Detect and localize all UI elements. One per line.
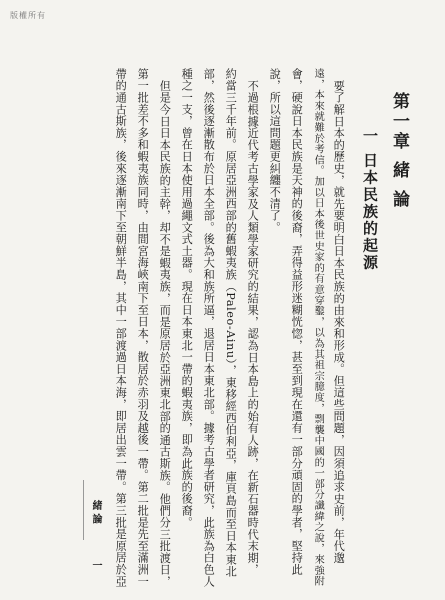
body-line: 遠，本來就難於考信。加以日本後世史家的有意穿鑿，以為其祖宗臆度，剽襲中國的一部分讖緯之說，來強附 <box>312 68 324 587</box>
body-line: 說，所以這問題更糾纏不清了。 <box>268 68 282 234</box>
footer-title: 緒 論 <box>90 500 101 524</box>
body-line: 部，然後逐漸散布於日本全部。後為大和族所逼，退居日本東北部。據考古學者研究，此族為白色人 <box>202 68 216 588</box>
body-line: 約當三千年前。原居亞洲西部的舊蝦夷族（Paleo-Ainu），東移經西伯利亞，庫頁島而至日本東北 <box>224 68 238 578</box>
body-line: 帶的通古斯族，後來逐漸南下至朝鮮半島，其中一部渡過日本海，即居出雲一帶。第三批是原居於亞 <box>114 68 128 588</box>
body-line: 會，硬說日本民族是天神的後裔，弄得益形迷糊恍惚，甚至到現在還有一部分頑固的學者，堅持此 <box>290 68 304 576</box>
body-line: 第一批差不多和蝦夷族同時，由間宮海峽南下至日本，散居於赤羽及越後一帶。第二批是先至滿洲一 <box>136 68 150 588</box>
body-line: 種之一支，曾在日本使用過繩文式土器。現在日本東北一帶的蝦夷族，即為此族的後裔。 <box>180 68 194 529</box>
body-line: 不過根據近代考古學家及人類學家研究的結果，認為日本島上的始有人跡，在新石器時代末期， <box>246 80 260 576</box>
page-number: 一 <box>90 560 101 570</box>
section-title: 一 日本民族的起源 <box>361 128 379 272</box>
chapter-title: 第一章 緒 論 <box>389 92 409 210</box>
body-line: 要了解日本的歷史，就先要明白日本民族的由來和形成。但這些問題，因須追求史前，年代邈 <box>332 80 346 564</box>
footer-rule <box>83 480 84 540</box>
copyright-stamp: 版權所有 <box>10 11 46 20</box>
body-line: 但是今日日本民族的主幹，却不是蝦夷族，而是原居於亞洲東北部的通古斯族。他們分三批渡日， <box>158 80 172 588</box>
